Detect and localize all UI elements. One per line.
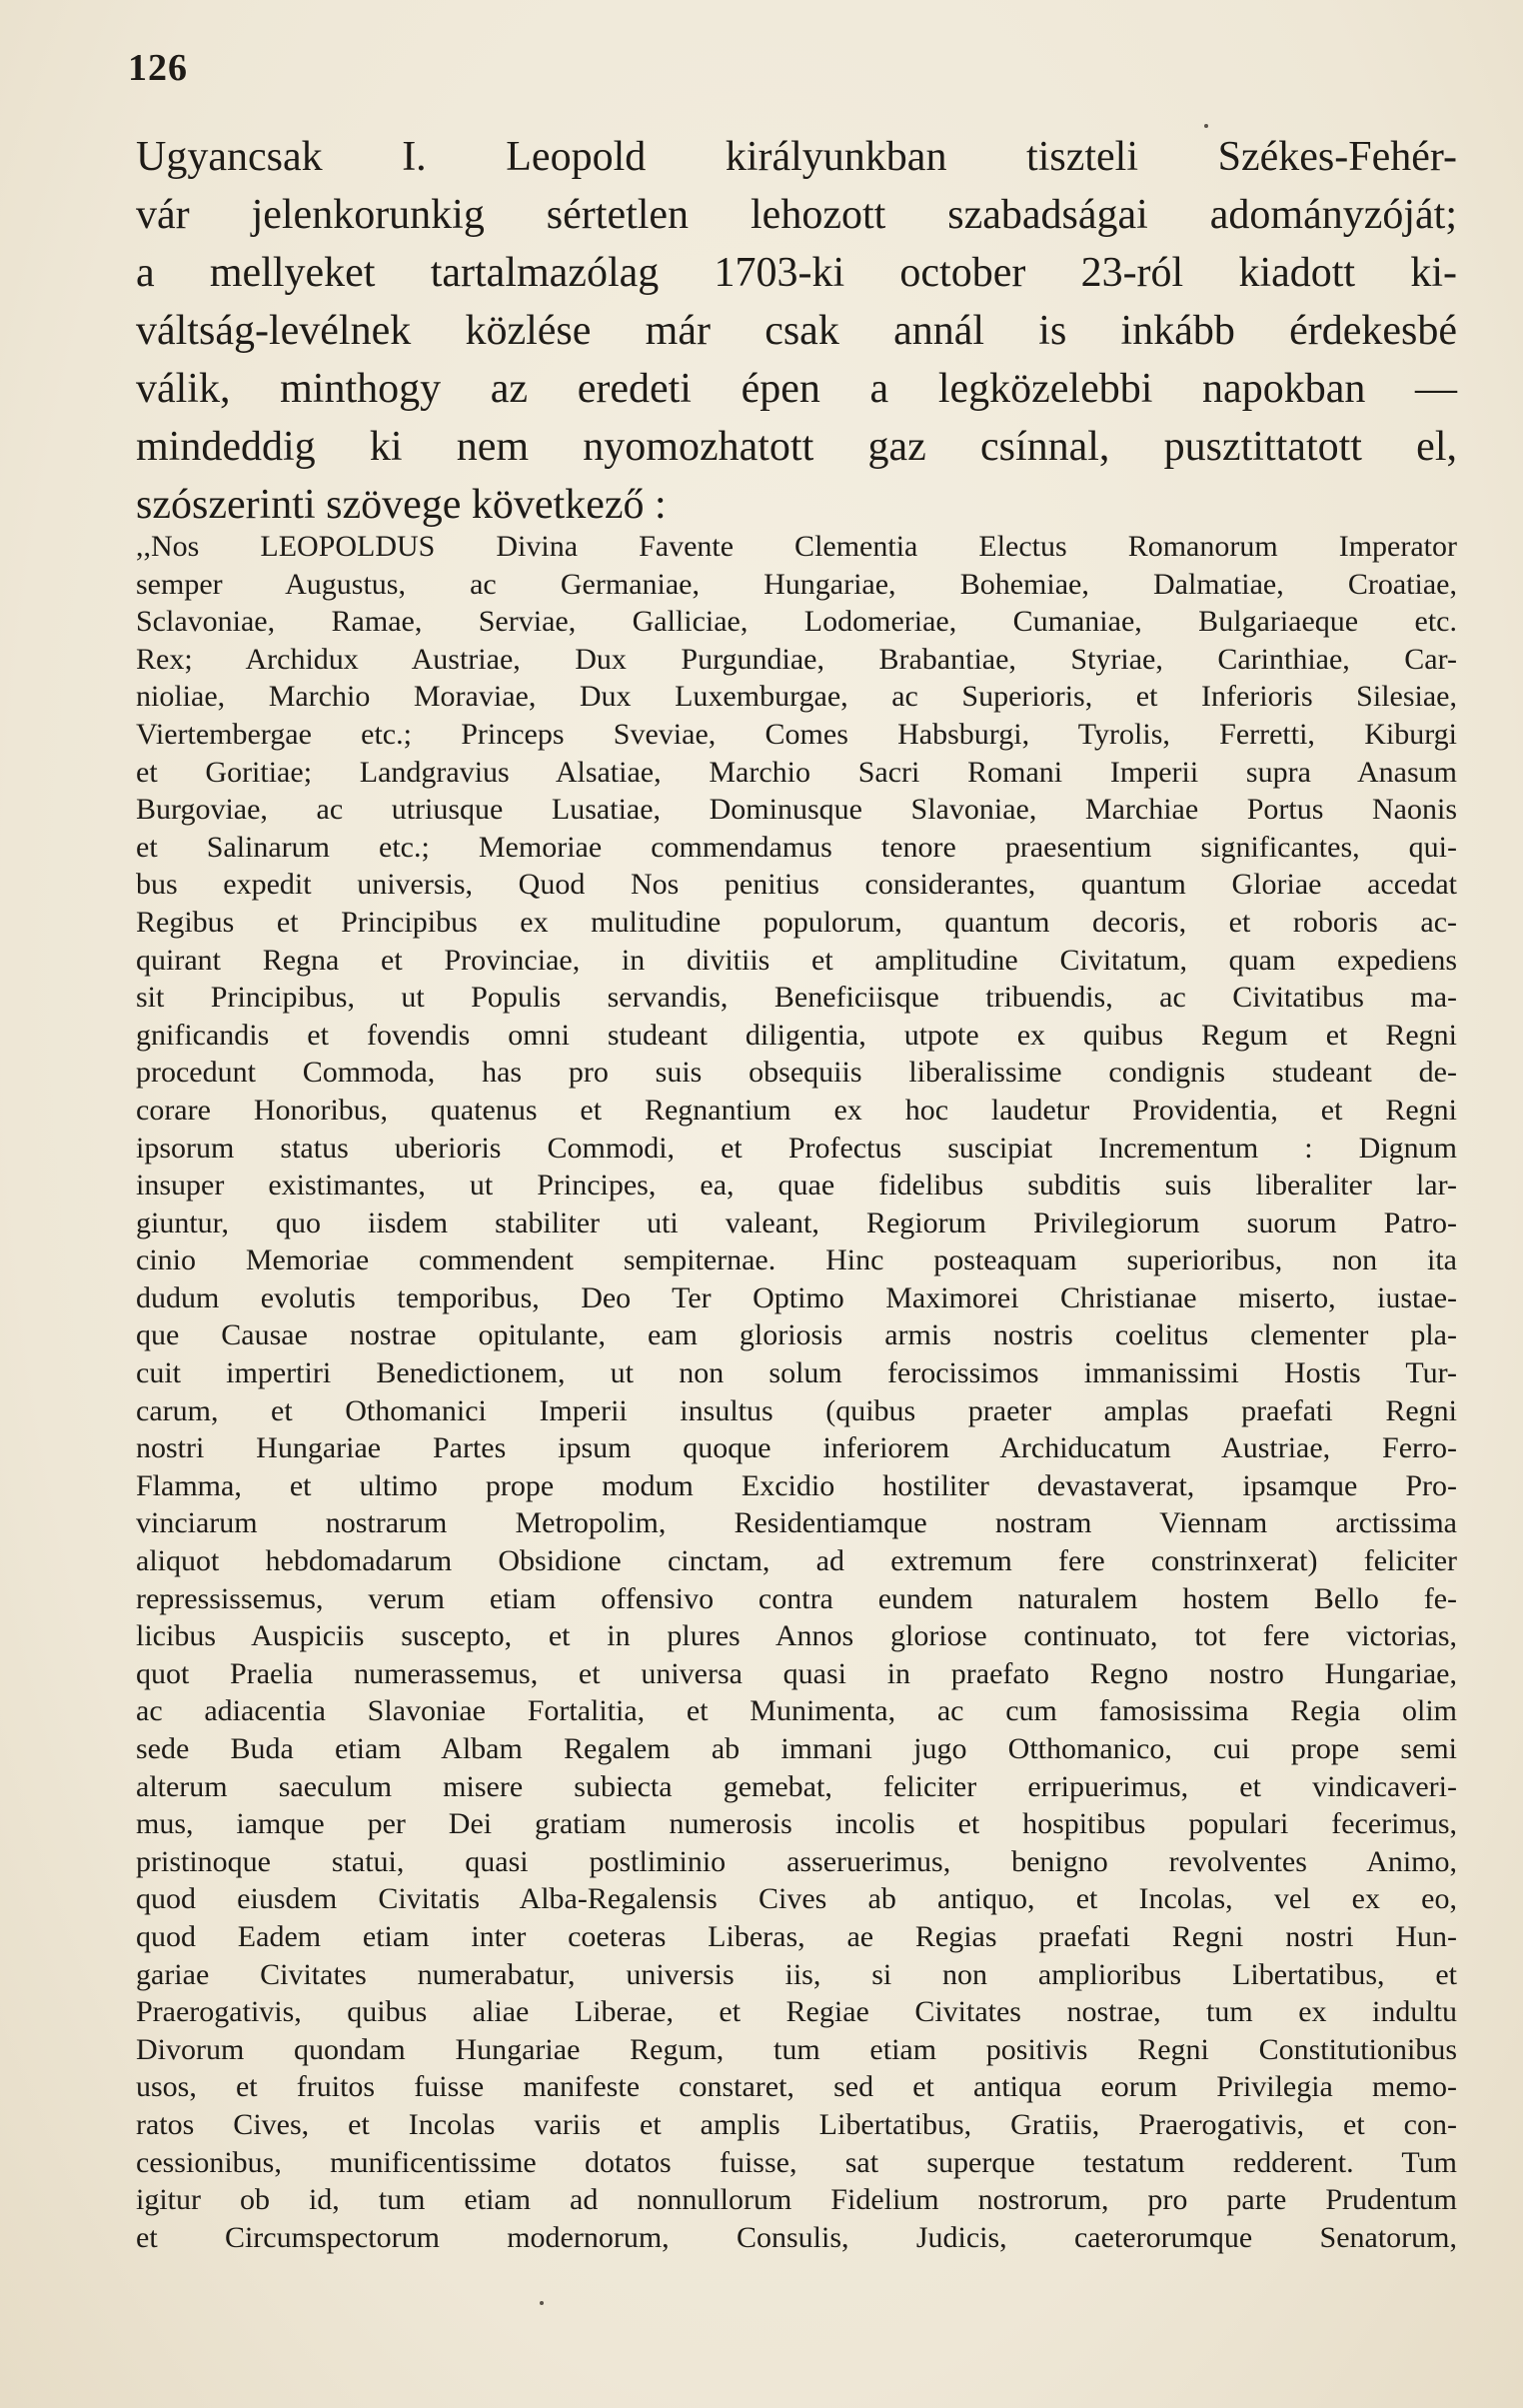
- charter-line: cessionibus, munificentissime dotatos fuisse, sat superque testatum redderent. Tum: [136, 2145, 1457, 2179]
- page-number: 126: [128, 47, 188, 89]
- charter-line: et Salinarum etc.; Memoriae commendamus tenore praesentium significantes, qui-: [136, 830, 1457, 864]
- charter-line: ratos Cives, et Incolas variis et amplis Libertatibus, Gratiis, Praerogativis, et con-: [136, 2107, 1457, 2141]
- charter-line: que Causae nostrae opitulante, eam gloriosis armis nostris coelitus clementer pla-: [136, 1318, 1457, 1352]
- charter-line: nioliae, Marchio Moraviae, Dux Luxemburgae, ac Superioris, et Inferioris Silesiae,: [136, 680, 1457, 714]
- charter-line: vinciarum nostrarum Metropolim, Residentiamque nostram Viennam arctissima: [136, 1506, 1457, 1540]
- charter-line: Regibus et Principibus ex mulitudine populorum, quantum decoris, et roboris ac-: [136, 905, 1457, 939]
- charter-line: repressissemus, verum etiam offensivo contra eundem naturalem hostem Bello fe-: [136, 1581, 1457, 1615]
- charter-line: sit Principibus, ut Populis servandis, Beneficiisque tribuendis, ac Civitatibus ma-: [136, 981, 1457, 1015]
- charter-line: Viertembergae etc.; Princeps Sveviae, Comes Habsburgi, Tyrolis, Ferretti, Kiburgi: [136, 717, 1457, 751]
- charter-line: giuntur, quo iisdem stabiliter uti valeant, Regiorum Privilegiorum suorum Patro-: [136, 1205, 1457, 1239]
- charter-line: quot Praelia numerassemus, et universa quasi in praefato Regno nostro Hungariae,: [136, 1656, 1457, 1690]
- charter-line: dudum evolutis temporibus, Deo Ter Optimo Maximorei Christianae miserto, iustae-: [136, 1280, 1457, 1314]
- intro-paragraph: [136, 128, 1457, 534]
- charter-line: sede Buda etiam Albam Regalem ab immani jugo Otthomanico, cui prope semi: [136, 1732, 1457, 1765]
- charter-line: procedunt Commoda, has pro suis obsequiis liberalissime condignis studeant de-: [136, 1056, 1457, 1090]
- charter-line: Rex; Archidux Austriae, Dux Purgundiae, Brabantiae, Styriae, Carinthiae, Car-: [136, 642, 1457, 676]
- intro-line: Ugyancsak I. Leopold királyunkban tiszteli Székes-Fehér-: [136, 134, 1457, 180]
- charter-line: corare Honoribus, quatenus et Regnantium ex hoc laudetur Providentia, et Regni: [136, 1093, 1457, 1127]
- charter-line: cinio Memoriae commendent sempiternae. Hinc posteaquam superioribus, non ita: [136, 1243, 1457, 1277]
- charter-line: cuit impertiri Benedictionem, ut non solum ferocissimos immanissimi Hostis Tur-: [136, 1356, 1457, 1390]
- charter-line: igitur ob id, tum etiam ad nonnullorum Fidelium nostrorum, pro parte Prudentum: [136, 2183, 1457, 2217]
- charter-line: et Goritiae; Landgravius Alsatiae, Marchio Sacri Romani Imperii supra Anasum: [136, 755, 1457, 789]
- intro-line: vár jelenkorunkig sértetlen lehozott szabadságai adományzóját;: [136, 192, 1457, 238]
- charter-line: ,,Nos LEOPOLDUS Divina Favente Clementia Electus Romanorum Imperator: [136, 530, 1457, 563]
- charter-line: alterum saeculum misere subiecta gemebat, feliciter erripuerimus, et vindicaveri-: [136, 1769, 1457, 1803]
- charter-line: semper Augustus, ac Germaniae, Hungariae, Bohemiae, Dalmatiae, Croatiae,: [136, 567, 1457, 601]
- intro-line: váltság-levélnek közlése már csak annál is inkább érdekesbé: [136, 308, 1457, 354]
- charter-line: licibus Auspiciis suscepto, et in plures Annos gloriose continuato, tot fere victorias,: [136, 1619, 1457, 1653]
- charter-line: pristinoque statui, quasi postliminio asseruerimus, benigno revolventes Animo,: [136, 1844, 1457, 1878]
- speck-mark: [1204, 124, 1208, 128]
- charter-line: ipsorum status uberioris Commodi, et Profectus suscipiat Incrementum : Dignum: [136, 1131, 1457, 1165]
- charter-line: Divorum quondam Hungariae Regum, tum etiam positivis Regni Constitutionibus: [136, 2032, 1457, 2066]
- charter-line: usos, et fruitos fuisse manifeste constaret, sed et antiqua eorum Privilegia memo-: [136, 2070, 1457, 2104]
- charter-line: gariae Civitates numerabatur, universis iis, si non amplioribus Libertatibus, et: [136, 1957, 1457, 1991]
- charter-line: et Circumspectorum modernorum, Consulis, Judicis, caeterorumque Senatorum,: [136, 2220, 1457, 2254]
- speck-mark: [540, 2301, 544, 2305]
- intro-line: szószerinti szövege következő :: [136, 482, 667, 528]
- charter-line: quod Eadem etiam inter coeteras Liberas, ae Regias praefati Regni nostri Hun-: [136, 1919, 1457, 1953]
- charter-line: bus expedit universis, Quod Nos penitius considerantes, quantum Gloriae accedat: [136, 868, 1457, 902]
- charter-line: mus, iamque per Dei gratiam numerosis incolis et hospitibus populari fecerimus,: [136, 1807, 1457, 1841]
- charter-line: quod eiusdem Civitatis Alba-Regalensis Cives ab antiquo, et Incolas, vel ex eo,: [136, 1882, 1457, 1916]
- charter-line: Burgoviae, ac utriusque Lusatiae, Dominusque Slavoniae, Marchiae Portus Naonis: [136, 793, 1457, 827]
- charter-line: Praerogativis, quibus aliae Liberae, et Regiae Civitates nostrae, tum ex indultu: [136, 1995, 1457, 2029]
- charter-line: nostri Hungariae Partes ipsum quoque inferiorem Archiducatum Austriae, Ferro-: [136, 1431, 1457, 1465]
- intro-line: válik, minthogy az eredeti épen a legközelebbi napokban —: [136, 366, 1457, 412]
- intro-line: mindeddig ki nem nyomozhatott gaz csínnal, pusztittatott el,: [136, 424, 1457, 470]
- charter-text: [136, 528, 1457, 2256]
- charter-line: Sclavoniae, Ramae, Serviae, Galliciae, Lodomeriae, Cumaniae, Bulgariaeque etc.: [136, 605, 1457, 639]
- charter-line: ac adiacentia Slavoniae Fortalitia, et Munimenta, ac cum famosissima Regia olim: [136, 1694, 1457, 1728]
- charter-line: Flamma, et ultimo prope modum Excidio hostiliter devastaverat, ipsamque Pro-: [136, 1468, 1457, 1502]
- charter-line: aliquot hebdomadarum Obsidione cinctam, ad extremum fere constrinxerat) feliciter: [136, 1544, 1457, 1578]
- intro-line: a mellyeket tartalmazólag 1703-ki october 23-ról kiadott ki-: [136, 250, 1457, 296]
- charter-line: carum, et Othomanici Imperii insultus (quibus praeter amplas praefati Regni: [136, 1393, 1457, 1427]
- charter-line: quirant Regna et Provinciae, in divitiis et amplitudine Civitatum, quam expediens: [136, 943, 1457, 977]
- charter-line: gnificandis et fovendis omni studeant diligentia, utpote ex quibus Regum et Regni: [136, 1018, 1457, 1052]
- charter-line: insuper existimantes, ut Principes, ea, quae fidelibus subditis suis liberaliter lar-: [136, 1169, 1457, 1203]
